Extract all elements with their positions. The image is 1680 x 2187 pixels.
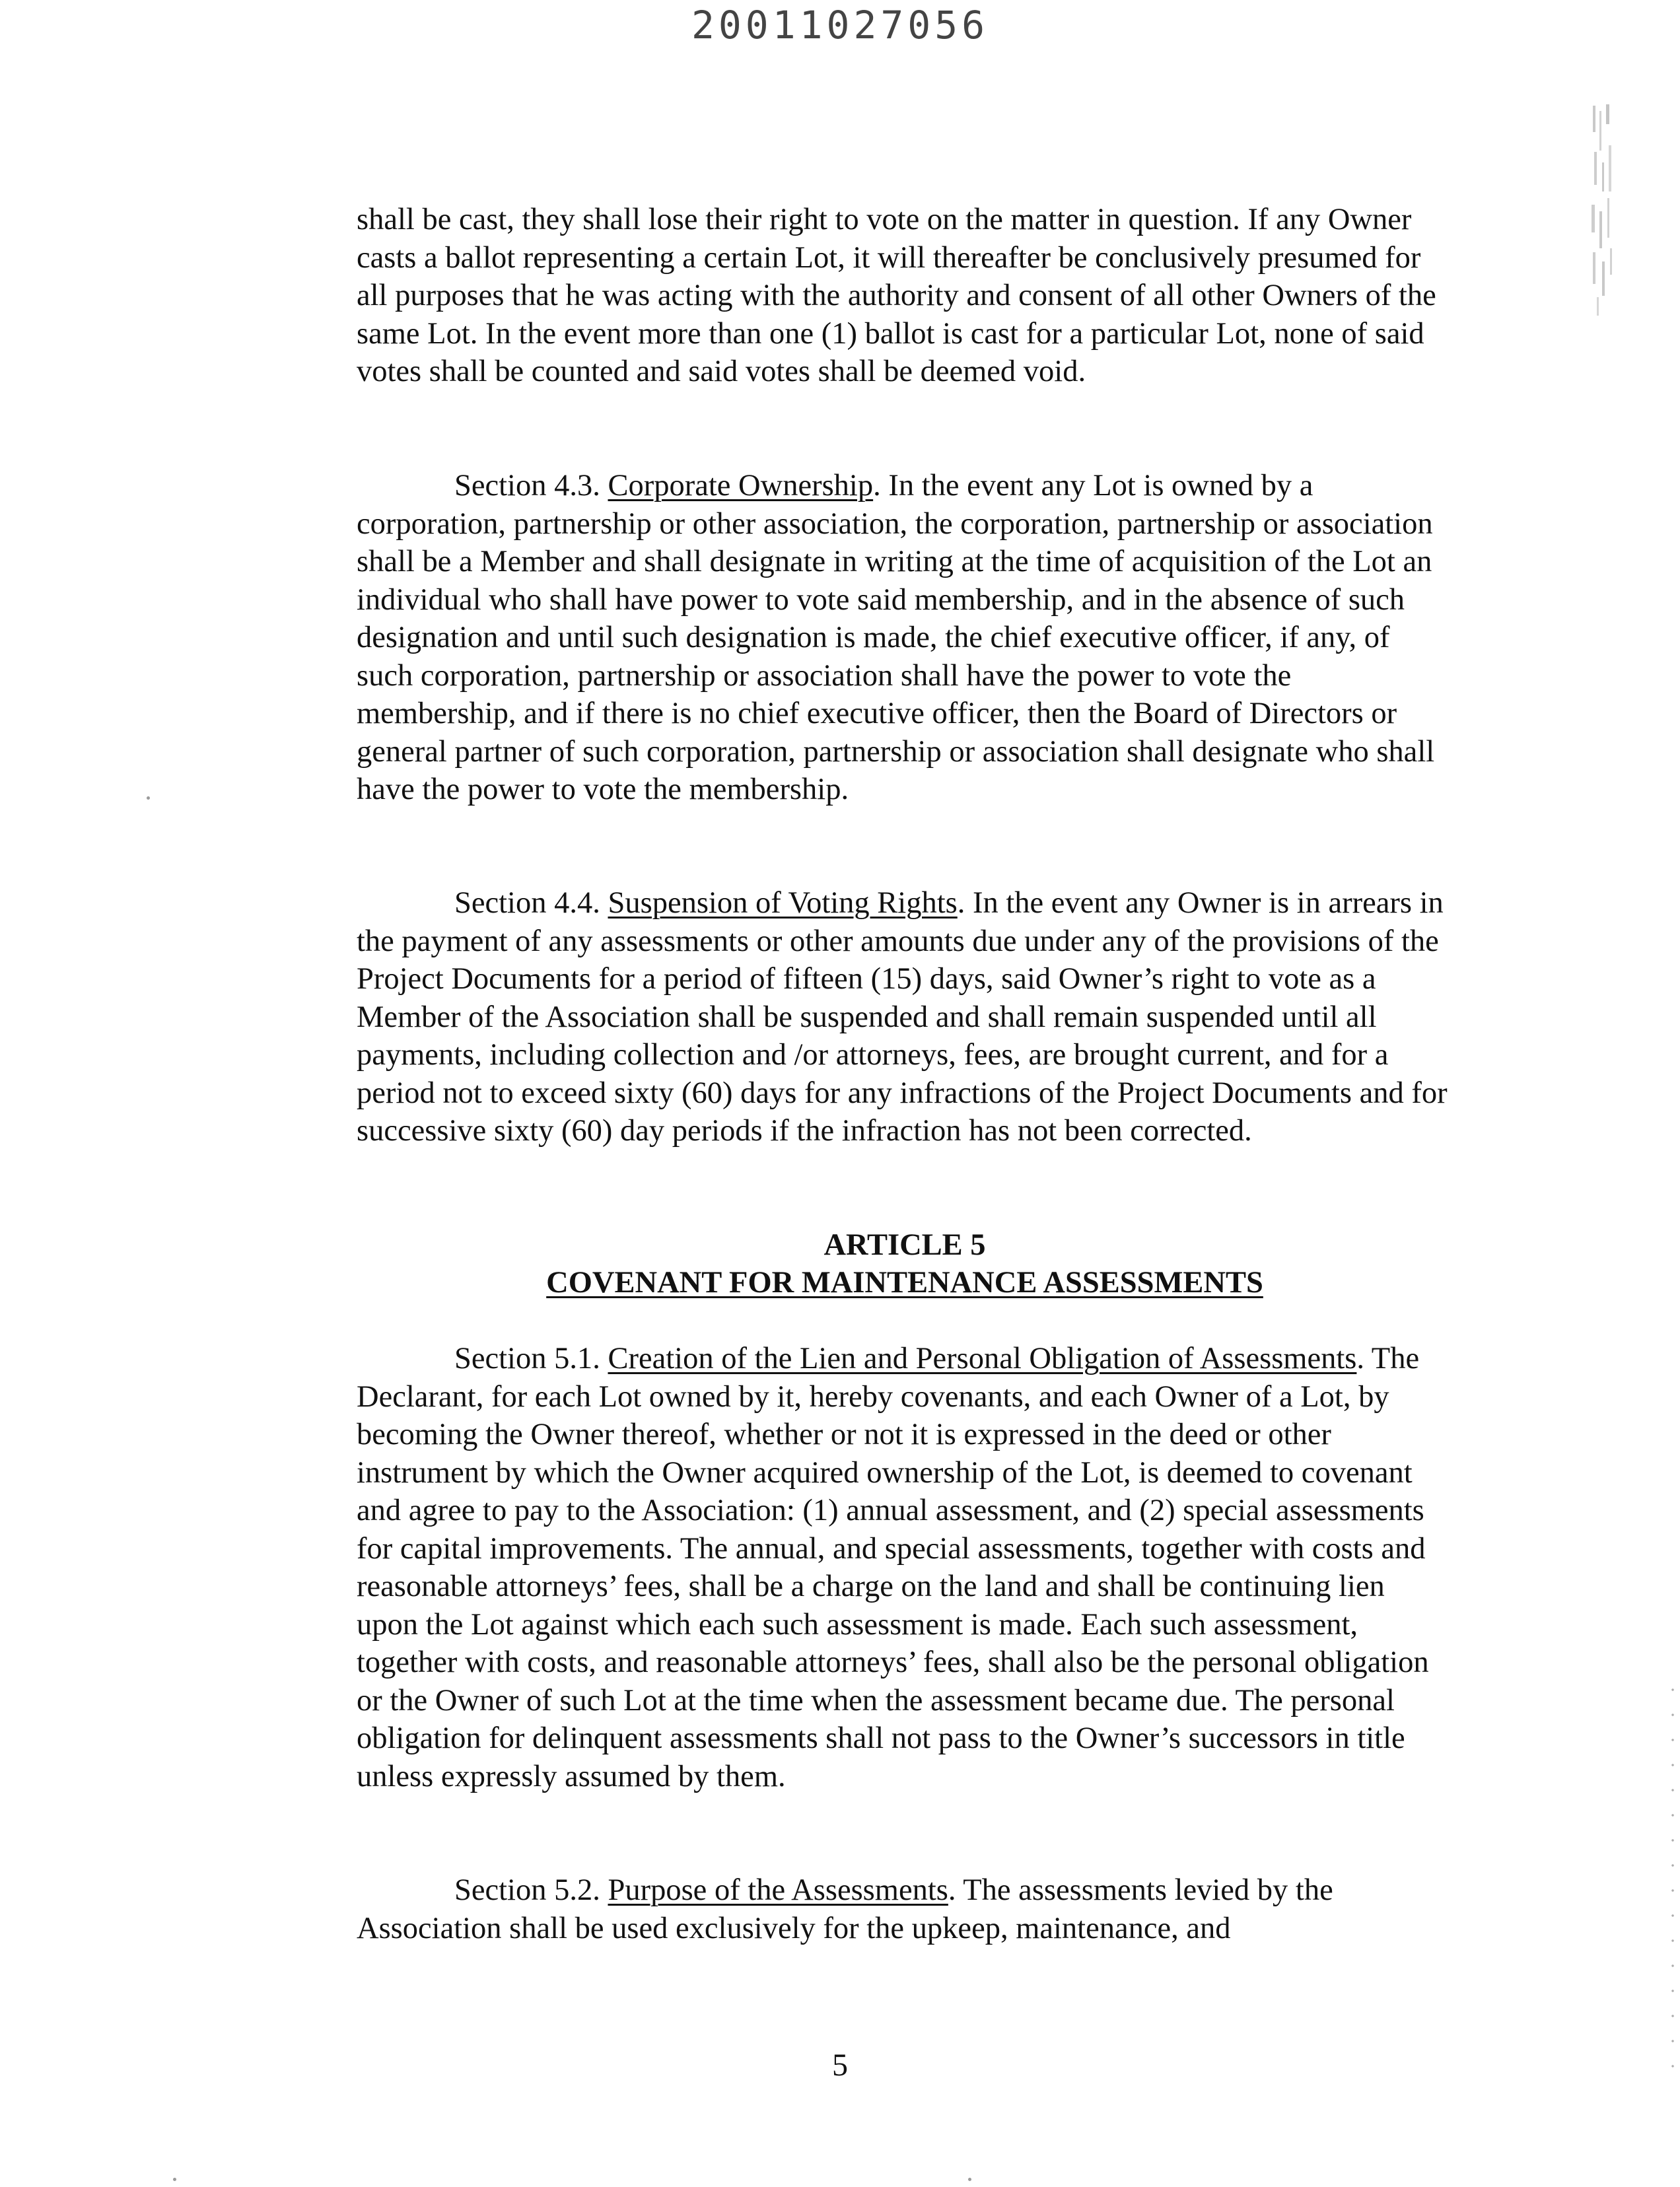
- section-title: Creation of the Lien and Personal Obligation of Assessments: [608, 1342, 1357, 1375]
- section-body: . The assessments levied by the Association shall be used exclusively for the upkeep, maintenance, and: [357, 1873, 1333, 1945]
- page-number: 5: [832, 2048, 848, 2083]
- scan-edge-marks: [1671, 1677, 1675, 2087]
- section-title: Suspension of Voting Rights: [608, 886, 958, 920]
- section-label: Section 5.1.: [454, 1342, 600, 1375]
- document-number: 20011027056: [691, 3, 989, 48]
- article-title: [357, 1264, 1453, 1302]
- article-title-text: COVENANT FOR MAINTENANCE ASSESSMENTS: [546, 1266, 1263, 1300]
- scanner-stamp-icon: [1585, 99, 1623, 324]
- section-4-4: [357, 884, 1453, 1150]
- section-body: . In the event any Owner is in arrears in the payment of any assessments or other amounts due under any of the provisions of the Project Documents for a period of fifteen (15) days, said Owner’s right to vote as a Member of the Association shall be suspended and shall remain suspended until all payments, including collection and /or attorneys, fees, are brought current, and for a period not to exceed sixty (60) days for any infractions of the Project Documents and for successive sixty (60) day periods if the infraction has not been corrected.: [357, 886, 1448, 1148]
- section-body: . In the event any Lot is owned by a corporation, partnership or other association, the corporation, partnership or association shall be a Member and shall designate in writing at the time of acquisition of the Lot an individual who shall have power to vote said membership, and in the absence of such designation and until such designation is made, the chief executive officer, if any, of such corporation, partnership or association shall have the power to vote the membership, and if there is no chief executive officer, then the Board of Directors or general partner of such corporation, partnership or association shall designate who shall have the power to vote the membership.: [357, 469, 1435, 806]
- section-5-1: [357, 1340, 1453, 1795]
- section-title: Purpose of the Assessments: [608, 1873, 948, 1907]
- section-5-2: [357, 1871, 1453, 1947]
- section-body: . The Declarant, for each Lot owned by it, hereby covenants, and each Owner of a Lot, by becoming the Owner thereof, whether or not it is expressed in the deed or other instrument by which the Owner acquired ownership of the Lot, is deemed to covenant and agree to pay to the Association: (1) annual assessment, and (2) special assessments for capital improvements. The annual, and special assessments, together with costs and reasonable attorneys’ fees, shall be a charge on the land and shall be continuing lien upon the Lot against which each such assessment is made. Each such assessment, together with costs, and reasonable attorneys’ fees, shall also be the personal obligation or the Owner of such Lot at the time when the assessment became due. The personal obligation for delinquent assessments shall not pass to the Owner’s successors in title unless expressly assumed by them.: [357, 1342, 1429, 1793]
- section-4-3: [357, 467, 1453, 809]
- section-label: Section 5.2.: [454, 1873, 600, 1907]
- section-title: Corporate Ownership: [608, 469, 874, 503]
- section-label: Section 4.3.: [454, 469, 600, 503]
- scan-speck: [173, 2178, 176, 2181]
- paragraph-continuation: shall be cast, they shall lose their right to vote on the matter in question. If any Owner casts a ballot representing a certain Lot, it will thereafter be conclusively presumed for all purposes that he was acting with the authority and consent of all other Owners of the same Lot. In the event more than one (1) ballot is cast for a particular Lot, none of said votes shall be counted and said votes shall be deemed void.: [357, 203, 1436, 388]
- scan-speck: [147, 796, 150, 800]
- article-number: ARTICLE 5: [823, 1228, 986, 1262]
- section-label: Section 4.4.: [454, 886, 600, 920]
- scan-speck: [968, 2178, 971, 2181]
